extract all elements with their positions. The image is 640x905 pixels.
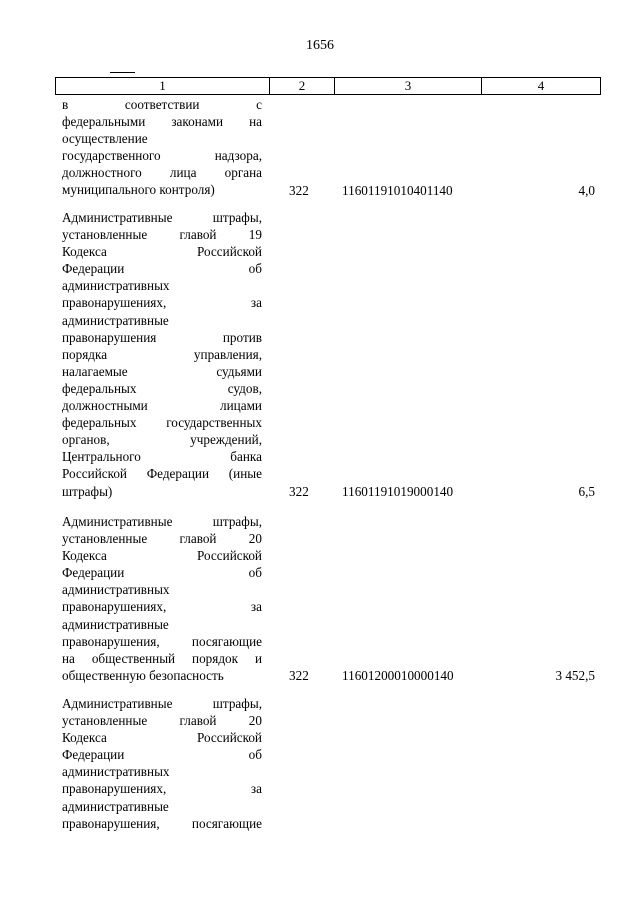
- description-line: в соответствии с: [62, 97, 262, 112]
- description-line: федеральных судов,: [62, 380, 262, 396]
- description-line: органов, учреждений,: [62, 432, 262, 448]
- column-header-4: 4: [482, 78, 601, 95]
- description-line: Административные штрафы,: [62, 696, 262, 711]
- description-line: осуществление: [62, 131, 148, 147]
- description-line: государственного надзора,: [62, 148, 262, 164]
- description-line: административные: [62, 616, 169, 632]
- row-description: [62, 513, 262, 684]
- page-number: 1656: [306, 38, 334, 53]
- description-line: административные: [62, 312, 169, 328]
- description-line: установленные главой 19: [62, 227, 262, 243]
- description-line: налагаемые судьями: [62, 363, 262, 379]
- column-header-3: 3: [335, 78, 482, 95]
- description-line: муниципального контроля): [62, 182, 215, 198]
- column-header-row: [56, 78, 601, 95]
- description-line: правонарушения, посягающие: [62, 815, 262, 831]
- description-line: Кодекса Российской: [62, 244, 262, 260]
- description-line: правонарушениях, за: [62, 295, 262, 311]
- description-line: административных: [62, 278, 170, 294]
- description-line: Российской Федерации (иные: [62, 466, 262, 482]
- description-line: Административные штрафы,: [62, 514, 262, 529]
- description-line: установленные главой 20: [62, 531, 262, 547]
- description-line: должностными лицами: [62, 398, 262, 414]
- description-line: общественную безопасность: [62, 667, 224, 683]
- amount-value: 4,0: [578, 182, 595, 198]
- row-description: [62, 695, 262, 832]
- description-line: федеральными законами на: [62, 114, 262, 130]
- description-line: правонарушения против: [62, 329, 262, 345]
- admin-code: 322: [289, 667, 309, 683]
- description-line: правонарушения, посягающие: [62, 633, 262, 649]
- admin-code: 322: [289, 483, 309, 499]
- column-header-table: [55, 77, 601, 95]
- row-description: [62, 209, 262, 500]
- description-line: Федерации об: [62, 747, 262, 763]
- description-line: Административные штрафы,: [62, 210, 262, 225]
- column-header-2: 2: [270, 78, 335, 95]
- description-line: административные: [62, 798, 169, 814]
- row-description: [62, 96, 262, 199]
- amount-value: 6,5: [578, 483, 595, 499]
- description-line: на общественный порядок и: [62, 650, 262, 666]
- description-line: Федерации об: [62, 565, 262, 581]
- description-line: Федерации об: [62, 261, 262, 277]
- description-line: административных: [62, 582, 170, 598]
- amount-value: 3 452,5: [555, 667, 595, 683]
- description-line: правонарушениях, за: [62, 599, 262, 615]
- description-line: установленные главой 20: [62, 713, 262, 729]
- description-line: Кодекса Российской: [62, 548, 262, 564]
- budget-classification-code: 11601191019000140: [342, 483, 454, 499]
- column-header-1: 1: [56, 78, 270, 95]
- scan-mark: [110, 72, 135, 73]
- description-line: штрафы): [62, 483, 113, 499]
- admin-code: 322: [289, 182, 309, 198]
- description-line: должностного лица органа: [62, 165, 262, 181]
- description-line: правонарушениях, за: [62, 781, 262, 797]
- description-line: федеральных государственных: [62, 415, 262, 431]
- description-line: административных: [62, 764, 170, 780]
- description-line: Центрального банка: [62, 449, 262, 465]
- budget-classification-code: 11601200010000140: [342, 667, 454, 683]
- budget-classification-code: 11601191010401140: [342, 182, 453, 198]
- description-line: порядка управления,: [62, 346, 262, 362]
- description-line: Кодекса Российской: [62, 730, 262, 746]
